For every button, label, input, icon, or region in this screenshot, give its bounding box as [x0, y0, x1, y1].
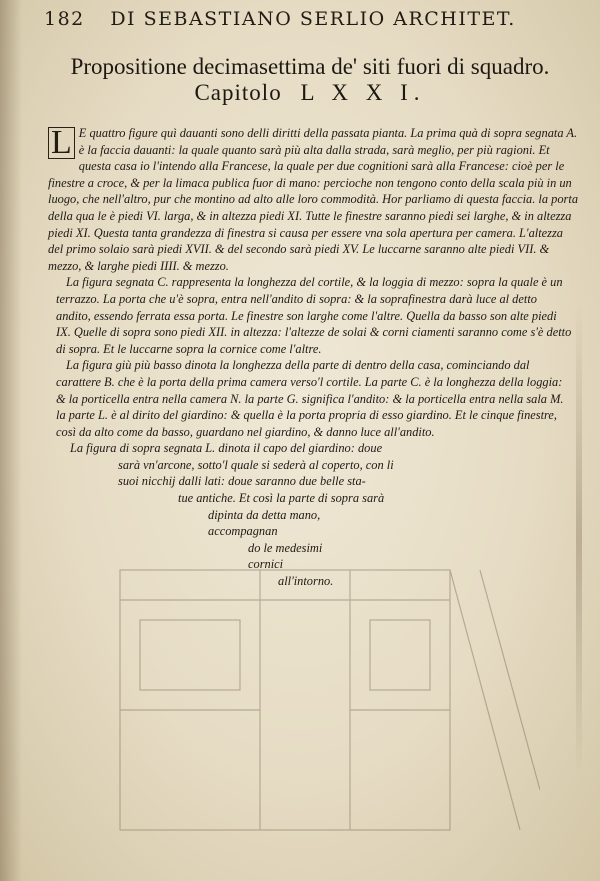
paragraph-4-line: sarà vn'arcone, sotto'l quale si sederà al coperto, con li — [118, 457, 394, 472]
paragraph-4-line: suoi nicchij dalli lati: doue saranno due belle sta- — [118, 474, 366, 489]
paragraph-2: La figura segnata C. rappresenta la longhezza del cortile, & la loggia di mezzo: sopra la quale è un terrazzo. La porta che u'è sopra, entra nell'andito di sopra: & la soprafinestra darà luce al detto andito, essendo ferrata essa porta. Le finestre son larghe come l'altre. Quella da basso son alte piedi IX. Quelle di sopra sono piedi XII. in altezza: l'altezze de solai & corni ciamenti saranno come s'è detto di sopra. Et le luccarne sopra la cornice come l'altre. — [56, 275, 572, 356]
paragraph-1 — [48, 125, 578, 274]
running-title: DI SEBASTIANO SERLIO ARCHITET. — [110, 8, 516, 30]
spine-shadow — [0, 0, 22, 881]
body-text — [48, 125, 578, 590]
running-head — [44, 8, 564, 30]
paragraph-1-text: E quattro figure quì dauanti sono delli diritti della passata pianta. La prima quà di sopra segnata A. è la faccia dauanti: la quale quanto sarà più alta dalla strada, sarà meglio, per più ragioni. Et questa casa io l'intendo alla Francese, la quale per due cognitioni sarà alla Francese: cioè per le finestre a croce, & per la limaca publica fuor di mano: percioche non tengono conto della scala più in un luogo, che nell'altro, pur che montino ad alto alle loro commodità. Hor parliamo di questa faccia. la porta della qua le è piedi VI. larga, & in altezza piedi XI. Tutte le finestre saranno piedi sei larghe, & in altezza piedi XI. Questa tanta grandezza di finestra si causa per essere vna sola apertura per camera. L'altezza del primo solaio sarà piedi XVII. & del secondo sarà piedi XV. Le luccarne saranno alte piedi VII. & mezzo, & larghe piedi IIII. & mezzo. — [48, 126, 579, 273]
bleed-through-plan-drawing — [100, 560, 540, 850]
paragraph-4-line: La figura di sopra segnata L. dinota il capo del giardino: doue — [70, 441, 383, 456]
chapter-word: Capitolo — [194, 80, 282, 105]
proposition-title: Propositione decimasettima de' siti fuori di squadro. — [70, 54, 550, 79]
drop-cap: L — [48, 127, 75, 159]
chapter-label — [60, 80, 560, 106]
paragraph-4-line: dipinta da detta mano, accompagnan — [208, 507, 321, 539]
page-number: 182 — [44, 8, 85, 30]
chapter-heading — [60, 54, 560, 106]
chapter-number: L X X I. — [300, 80, 426, 105]
paragraph-4-line: do le medesimi cornici — [248, 540, 323, 572]
paragraph-4-line: tue antiche. Et così la parte di sopra sarà — [178, 491, 385, 506]
paragraph-3: La figura giù più basso dinota la longhezza della parte di dentro della casa, cominciando dal carattere B. che è la porta della prima camera verso'l cortile. La parte C. è la longhezza della loggia: & la porticella entra nella camera N. la parte G. significa l'andito: & la porticella entra nella sala M. la parte L. è al dirito del giardino: & quella è la porta propria di esso giardino. Et le cinque finestre, così da alto come da basso, guardano nel giardino, & danno luce all'andito. — [56, 358, 564, 439]
paragraph-4-line: all'intorno. — [278, 574, 334, 589]
